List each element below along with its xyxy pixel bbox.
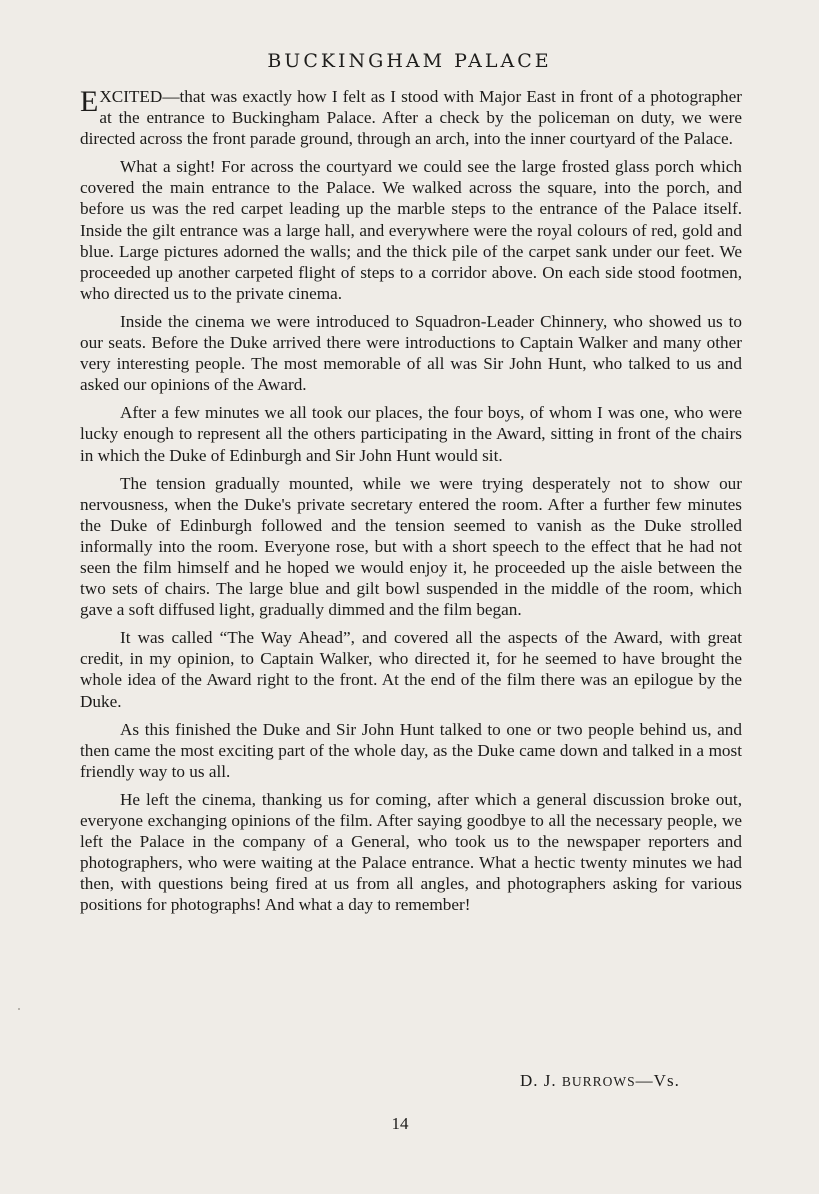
paragraph-2: What a sight! For across the courtyard we could see the large frosted glass porch which covered the main entrance to the Palace. We walked across the square, into the porch, and before us was the red carpet leading up the marble steps to the entrance of the Palace itself. Inside the gilt entrance was a large hall, and everywhere were the royal colours of red, gold and blue. Large pictures adorned the walls; and the thick pile of the carpet sank under our feet. We proceeded up another carpeted flight of steps to a corridor above. On each side stood footmen, who directed us to the private cinema. <box>80 157 742 303</box>
paragraph-4: After a few minutes we all took our places, the four boys, of whom I was one, who were lucky enough to represent all the others participating in the Award, sitting in front of the chairs in which the Duke of Edinburgh and Sir John Hunt would sit. <box>80 403 742 465</box>
author-signature <box>520 1071 680 1091</box>
edge-mark <box>18 1008 20 1010</box>
page-title: BUCKINGHAM PALACE <box>267 50 552 72</box>
paragraph-1 <box>80 86 742 149</box>
paragraph-7: As this finished the Duke and Sir John Hunt talked to one or two people behind us, and then came the most exciting part of the whole day, as the Duke came down and talked in a most friendly way to us all. <box>80 719 742 781</box>
author-suffix: —Vs. <box>635 1071 680 1090</box>
page-number: 14 <box>391 1114 409 1133</box>
article-body <box>80 86 742 922</box>
paragraph-6: It was called “The Way Ahead”, and covered all the aspects of the Award, with great credit, in my opinion, to Captain Walker, who directed it, for he seemed to have brought the whole idea of the Award right to the front. At the end of the film there was an epilogue by the Duke. <box>80 628 742 711</box>
paragraph-3: Inside the cinema we were introduced to Squadron-Leader Chinnery, who showed us to our seats. Before the Duke arrived there were introductions to Captain Walker and many other very interesting people. The most memorable of all was Sir John Hunt, who talked to us and asked our opinions of the Award. <box>80 311 742 395</box>
paragraph-8: He left the cinema, thanking us for coming, after which a general discussion broke out, everyone exchanging opinions of the film. After saying goodbye to all the necessary people, we left the Palace in the company of a General, who took us to the newspaper reporters and photographers, who were waiting at the Palace entrance. What a hectic twenty minutes we had then, with questions being fired at us from all angles, and photographers asking for various positions for photographs! And what a day to remember! <box>80 789 742 915</box>
paragraph-5: The tension gradually mounted, while we were trying desperately not to show our nervousness, when the Duke's private secretary entered the room. After a further few minutes the Duke of Edinburgh followed and the tension seemed to vanish as the Duke strolled informally into the room. Everyone rose, but with a short speech to the effect that he had not seen the film himself and he hoped we would enjoy it, he proceeded up the aisle between the two sets of chairs. The large blue and gilt bowl suspended in the middle of the room, which gave a soft diffused light, gradually dimmed and the film began. <box>80 473 742 620</box>
author-initials: D. J. <box>520 1071 557 1090</box>
author-name: BURROWS <box>561 1074 636 1089</box>
drop-cap: E <box>80 85 99 118</box>
paragraph-1-text: XCITED—that was exactly how I felt as I stood with Major East in front of a photographer at the entrance to Buckingham Palace. After a check by the policeman on duty, we were directed across the front parade ground, through an arch, into the inner courtyard of the Palace. <box>80 87 742 149</box>
